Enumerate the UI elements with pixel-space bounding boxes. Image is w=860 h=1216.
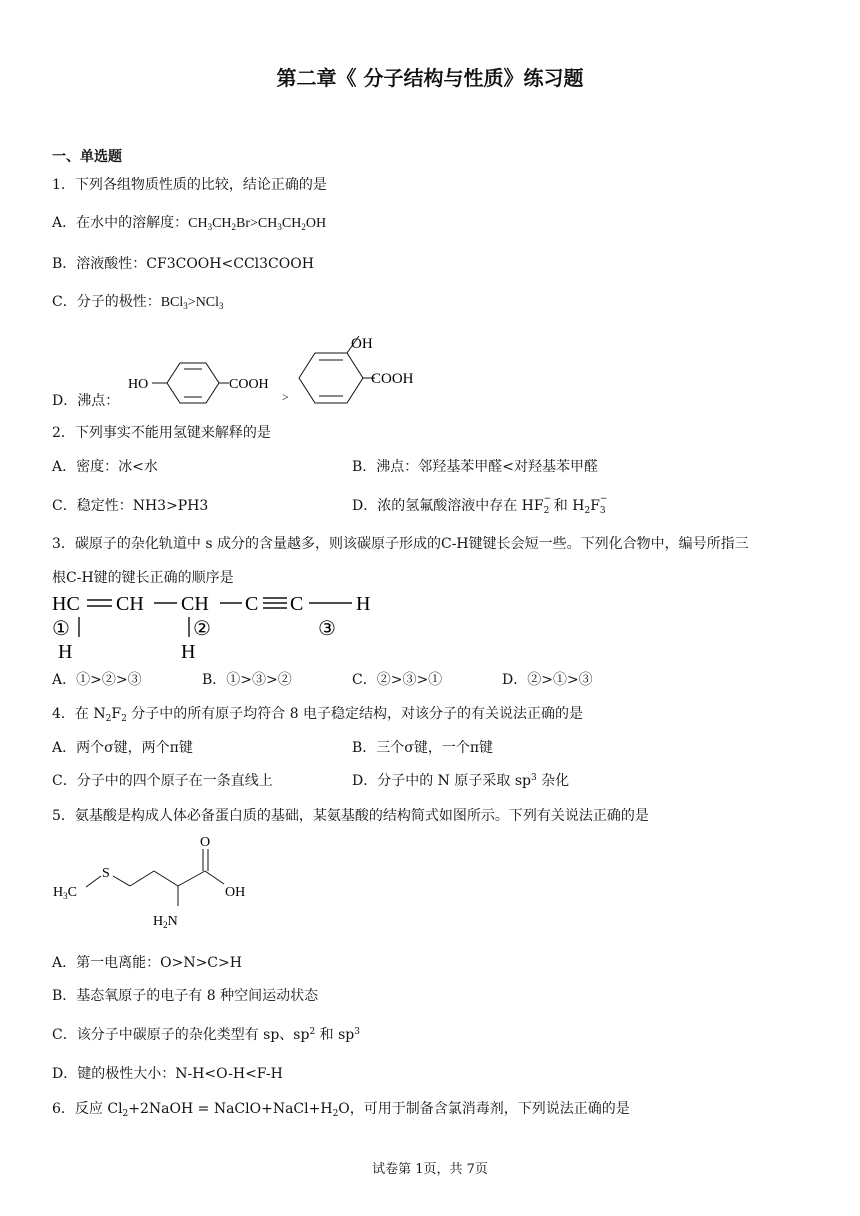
q3-atom-c-2: C — [290, 593, 304, 615]
q3-option-d: D．②>①>③ — [502, 672, 593, 688]
q4-option-d-prefix: D．分子中的 N 原子采取 sp — [352, 773, 531, 789]
q4-option-d-suffix: 杂化 — [536, 773, 570, 789]
q3-option-c: C．②>③>① — [352, 672, 443, 688]
q1-option-c-prefix: C．分子的极性： — [52, 294, 161, 310]
q2-option-d-mid: 和 H — [549, 498, 585, 514]
q2-option-d: D．浓的氢氟酸溶液中存在 HF $_{- 2}$ 和 $H_2F$ $_{- 3}$ — [352, 494, 608, 516]
q3-atom-ch-2: CH — [181, 593, 209, 615]
q5-option-c-prefix: C．该分子中碳原子的杂化类型有 sp、sp — [52, 1027, 310, 1043]
q3-atom-h-terminal: H — [356, 593, 371, 615]
q3-label-2: ② — [193, 618, 211, 640]
q3-atom-h-1: H — [58, 641, 73, 662]
q1-d-right-cooh-label: COOH — [371, 371, 414, 387]
page-title: 第二章《 分子结构与性质》练习题 — [276, 66, 584, 90]
q4-stem: 4．在 $N_2F_2$ 分子中的所有原子均符合 8 电子稳定结构，对该分子的有关说法正确的是 — [52, 706, 584, 724]
q5-option-a: A．第一电离能：O>N>C>H — [52, 955, 242, 971]
q1-d-left-ho-label: HO — [128, 377, 149, 392]
q1-d-left-cooh-label: COOH — [229, 377, 269, 392]
q3-stem-line2: 根C-H键的键长正确的顺序是 — [52, 570, 234, 586]
q4-stem-suffix: 分子中的所有原子均符合 8 电子稳定结构，对该分子的有关说法正确的是 — [126, 706, 584, 722]
q4-option-a: A．两个σ键，两个π键 — [52, 740, 193, 756]
q5-option-d: D．键的极性大小：N-H<O-H<F-H — [52, 1066, 283, 1082]
q5-stem: 5．氨基酸是构成人体必备蛋白质的基础，某氨基酸的结构简式如图所示。下列有关说法正确的是 — [52, 808, 649, 824]
q1-option-d-structures — [125, 326, 435, 406]
q3-option-a: A．①>②>③ — [52, 672, 142, 688]
q5-label-s: S — [102, 866, 110, 881]
q3-label-1: ① — [52, 618, 70, 640]
q3-stem-line1: 3．碳原子的杂化轨道中 s 成分的含量越多，则该碳原子形成的C-H键键长会短一些。下列化合物中，编号所指三 — [52, 536, 749, 552]
q3-option-b: B．①>③>② — [202, 672, 292, 688]
q4-stem-prefix: 4．在 N — [52, 706, 106, 722]
q2-option-d-prefix: D．浓的氢氟酸溶液中存在 HF — [352, 498, 544, 514]
q3-label-3: ③ — [318, 618, 336, 640]
q1-option-c — [52, 291, 224, 311]
q4-option-d: D．分子中的 N 原子采取 $sp^3$ 杂化 — [352, 773, 570, 789]
section-heading: 一、单选题 — [52, 149, 122, 165]
q6-stem-prefix: 6．反应 Cl — [52, 1101, 123, 1117]
q1-option-a-prefix: A．在水中的溶解度： — [52, 215, 189, 231]
q6-stem-mid: +2NaOH = NaClO+NaCl+H — [128, 1101, 333, 1117]
q5-label-oh: OH — [225, 885, 246, 900]
q1-d-greater-than: > — [282, 390, 289, 404]
page-footer: 试卷第 1页，共 7页 — [372, 1162, 488, 1177]
q6-stem-suffix: O，可用于制备含氯消毒剂，下列说法正确的是 — [338, 1101, 630, 1117]
q4-option-b: B．三个σ键，一个π键 — [352, 740, 494, 756]
q3-atom-ch-1: CH — [116, 593, 144, 615]
q3-atom-h-2: H — [181, 641, 196, 662]
q5-option-c-mid: 和 sp — [315, 1027, 355, 1043]
q5-label-o: O — [200, 835, 211, 850]
q1-option-a-formula: $CH_3CH_2Br>CH_3CH_2OH$ — [188, 216, 327, 232]
q3-atom-c-1: C — [245, 593, 259, 615]
q5-option-c: C．该分子中碳原子的杂化类型有 sp、$sp^2$ 和 $sp^3$ — [52, 1027, 360, 1043]
q1-d-right-oh-label: OH — [351, 336, 373, 352]
q3-structure — [50, 590, 390, 662]
q1-option-b: B．溶液酸性：CF3COOH<CCl3COOH — [52, 256, 314, 272]
q2-option-b: B．沸点：邻羟基苯甲醛<对羟基苯甲醛 — [352, 459, 599, 475]
q2-option-c: C．稳定性：NH3>PH3 — [52, 498, 209, 514]
q1-option-a — [52, 212, 326, 232]
q5-option-b: B．基态氧原子的电子有 8 种空间运动状态 — [52, 988, 319, 1004]
q2-stem: 2．下列事实不能用氢键来解释的是 — [52, 425, 271, 441]
q1-option-c-formula: BCl$_3$>NCl$_3$ — [160, 295, 224, 311]
q4-option-c: C．分子中的四个原子在一条直线上 — [52, 773, 273, 789]
q3-atom-hc: HC — [52, 593, 80, 615]
q6-stem: 6．反应 $Cl_2+2NaOH$ = $NaClO+NaCl+H_2O$，可用于制备含氯消毒剂，下列说法正确的是 — [52, 1101, 630, 1119]
q5-label-h3c: $H_3C$ — [53, 885, 77, 901]
q1-stem: 1．下列各组物质性质的比较，结论正确的是 — [52, 177, 327, 193]
q1-option-d-prefix: D．沸点： — [52, 393, 120, 409]
q2-option-a: A．密度：冰<水 — [52, 459, 158, 475]
q5-label-h2n: $H_2N$ — [153, 914, 178, 930]
q5-structure — [50, 834, 270, 934]
